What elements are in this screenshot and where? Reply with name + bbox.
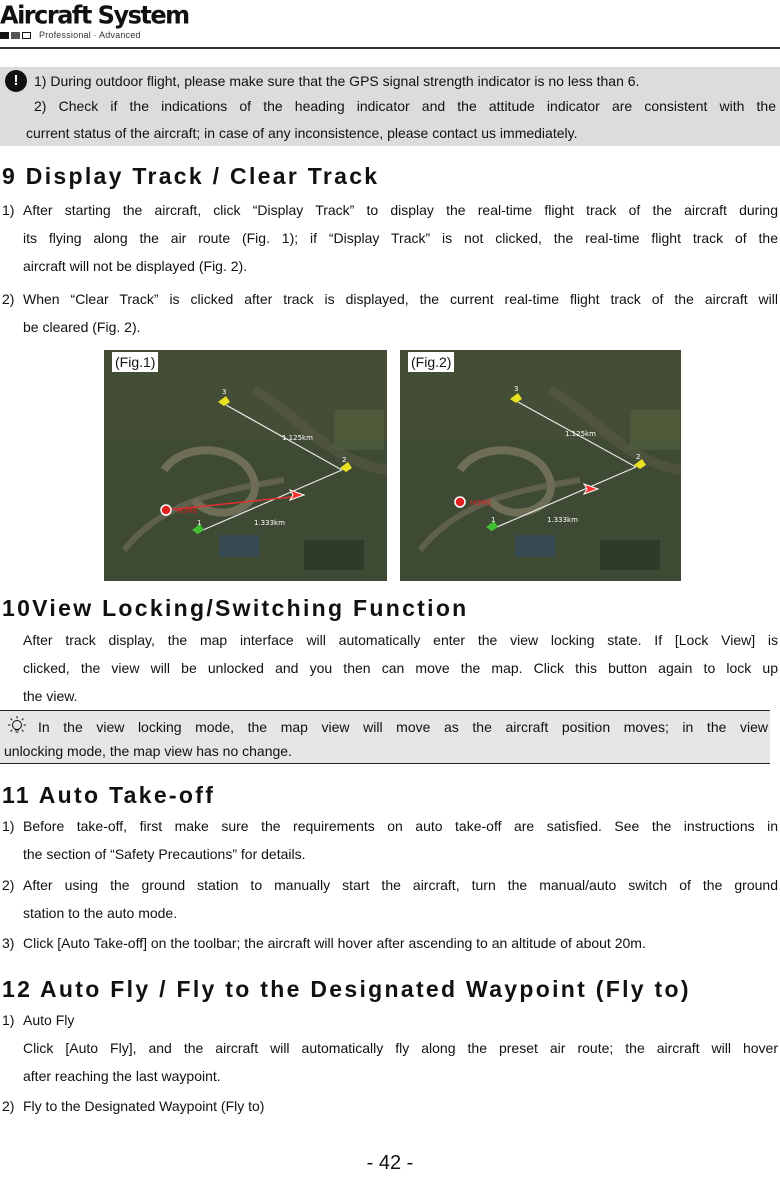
distance-label: 1.125km — [282, 434, 313, 442]
paragraph-line: the view. — [23, 688, 78, 704]
tip-box — [0, 710, 770, 764]
list-item — [2, 1092, 778, 1120]
waypoint-number: 1 — [491, 516, 496, 524]
paragraph-line: its flying along the air route (Fig. 1); if “Display Track” is not clicked, the real-time flight track of the — [23, 230, 778, 246]
section-heading: 12 Auto Fly / Fly to the Designated Waypoint (Fly to) — [2, 976, 691, 1002]
paragraph — [23, 626, 778, 710]
list-item — [2, 812, 778, 868]
list-number: 3) — [2, 935, 15, 951]
paragraph-line: When “Clear Track” is clicked after track is displayed, the current real-time flight track of the aircraft will — [23, 291, 778, 307]
logo-square-icon — [0, 32, 9, 39]
paragraph-line: Click [Auto Take-off] on the toolbar; the aircraft will hover after ascending to an altitude of about 20m. — [23, 935, 646, 951]
distance-label: 1.125km — [565, 430, 596, 438]
list-item — [2, 285, 778, 341]
waypoint-number: 3 — [514, 385, 519, 393]
paragraph-line: be cleared (Fig. 2). — [23, 319, 141, 335]
list-number: 1) — [2, 818, 15, 834]
distance-label: 1.333km — [547, 516, 578, 524]
waypoint-number: 1 — [197, 519, 202, 527]
logo-square-icon — [11, 32, 20, 39]
list-number: 2) — [2, 291, 15, 307]
notice-box — [0, 67, 780, 146]
paragraph-line: the section of “Safety Precautions” for details. — [23, 846, 306, 862]
paragraph-line: Before take-off, first make sure the requirements on auto take-off are satisfied. See the instructions in — [23, 818, 778, 834]
home-label: HOME — [470, 499, 492, 507]
list-item — [2, 196, 778, 280]
notice-line: 2) Check if the indications of the heading indicator and the attitude indicator are consistent with the — [34, 98, 776, 114]
list-number: 1) — [2, 202, 15, 218]
lightbulb-icon — [4, 716, 30, 736]
distance-label: 1.333km — [254, 519, 285, 527]
list-item — [2, 929, 778, 957]
section-heading: 10View Locking/Switching Function — [2, 595, 469, 621]
home-marker-icon — [161, 505, 171, 515]
paragraph-line: After using the ground station to manually start the aircraft, turn the manual/auto switch of the ground — [23, 877, 778, 893]
logo-square-icon — [22, 32, 31, 39]
figure-label: (Fig.2) — [408, 352, 454, 372]
paragraph-line: After track display, the map interface will automatically enter the view locking state. If [Lock View] is — [23, 632, 778, 648]
section-heading: 11 Auto Take-off — [2, 782, 216, 808]
tip-line: In the view locking mode, the map view will move as the aircraft position moves; in the view — [38, 719, 768, 735]
section-heading: 9 Display Track / Clear Track — [2, 163, 380, 189]
list-item — [2, 871, 778, 927]
satellite-map — [104, 350, 387, 581]
map-figure-1 — [104, 350, 387, 581]
header-divider — [0, 47, 780, 49]
page-number: - 42 - — [366, 1152, 414, 1174]
paragraph-line: Fly to the Designated Waypoint (Fly to) — [23, 1098, 265, 1114]
notice-line: 1) During outdoor flight, please make sure that the GPS signal strength indicator is no less than 6. — [34, 73, 640, 89]
paragraph-line: station to the auto mode. — [23, 905, 178, 921]
list-item — [2, 1006, 778, 1090]
tip-line: unlocking mode, the map view has no change. — [4, 743, 292, 759]
list-number: 2) — [2, 877, 15, 893]
paragraph-line: After starting the aircraft, click “Display Track” to display the real-time flight track of the aircraft during — [23, 202, 778, 218]
waypoint-number: 2 — [342, 456, 347, 464]
home-label: HOME — [176, 507, 198, 515]
paragraph-line: after reaching the last waypoint. — [23, 1068, 221, 1084]
home-marker-icon — [455, 497, 465, 507]
exclamation-icon: ! — [5, 70, 27, 92]
figure-label: (Fig.1) — [112, 352, 158, 372]
brand-subline — [0, 30, 189, 40]
paragraph-line: Click [Auto Fly], and the aircraft will automatically fly along the preset air route; the aircraft will hover — [23, 1040, 778, 1056]
paragraph-line: clicked, the view will be unlocked and you then can move the map. Click this button again to lock up — [23, 660, 778, 676]
list-number: 2) — [2, 1098, 15, 1114]
map-figure-2 — [400, 350, 681, 581]
brand-title: Aircraft System — [0, 0, 189, 30]
list-number: 1) — [2, 1012, 15, 1028]
waypoint-number: 3 — [222, 388, 227, 396]
paragraph-line: Auto Fly — [23, 1012, 75, 1028]
brand-logo — [0, 2, 189, 40]
satellite-map — [400, 350, 681, 581]
brand-tagline: Professional · Advanced — [39, 30, 141, 40]
notice-line: current status of the aircraft; in case of any inconsistence, please contact us immediately. — [26, 125, 578, 141]
waypoint-number: 2 — [636, 453, 641, 461]
paragraph-line: aircraft will not be displayed (Fig. 2). — [23, 258, 248, 274]
